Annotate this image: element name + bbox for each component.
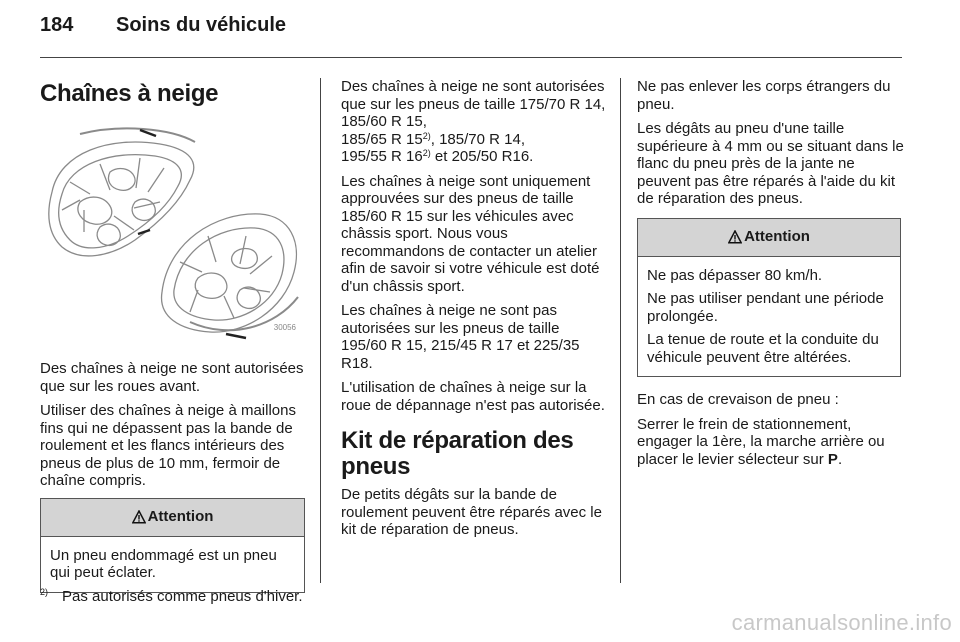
header-rule	[40, 57, 902, 58]
paragraph: De petits dégâts sur la bande de roulement peuvent être réparés avec le kit de réparation de pneus.	[341, 486, 602, 538]
attention-label: Attention	[744, 228, 810, 246]
snow-chain-drawing	[40, 122, 302, 340]
page-number: 184	[40, 14, 74, 36]
paragraph: Les chaînes à neige ne sont pas autorisées sur les pneus de taille 195/60 R 15, 215/45 R 17 et 225/35 R18.	[341, 302, 580, 372]
paragraph: Des chaînes à neige ne sont autorisées que sur les roues avant.	[40, 360, 304, 395]
attention-line: La tenue de route et la conduite du véhicule peuvent être altérées.	[647, 331, 879, 366]
paragraph-selector	[637, 416, 905, 469]
watermark: carmanualsonline.info	[731, 610, 952, 635]
footnote-ref: 2)	[422, 148, 431, 158]
attention-label: Attention	[147, 508, 214, 526]
text-span: 185/65 R 15	[341, 130, 423, 148]
paragraph: L'utilisation de chaînes à neige sur la roue de dépannage n'est pas autorisée.	[341, 379, 605, 414]
text-span: et 205/50 R16.	[430, 148, 534, 165]
section-title-repair-kit: Kit de réparation des pneus	[341, 427, 574, 480]
bold-gear-p: P	[827, 450, 838, 468]
snow-chains-illustration	[40, 122, 302, 340]
attention-box	[637, 218, 901, 378]
attention-header	[638, 219, 900, 257]
footnote-mark: 2)	[40, 587, 49, 597]
text-span: 195/55 R 16	[341, 148, 423, 165]
warning-triangle-icon	[132, 510, 146, 524]
text-span: , 185/70 R 14,	[430, 130, 525, 148]
attention-line: Ne pas utiliser pendant une période prolongée.	[647, 290, 884, 325]
section-title-snow-chains: Chaînes à neige	[40, 80, 219, 107]
footnote-ref: 2)	[422, 130, 431, 141]
column-divider-1	[320, 78, 321, 583]
column-1	[40, 78, 305, 605]
text-span: .	[837, 450, 843, 468]
footnote-text: Pas autorisés comme pneus d'hiver.	[62, 588, 303, 605]
column-divider-2	[620, 78, 621, 583]
paragraph: Ne pas enlever les corps étrangers du pneu.	[637, 78, 891, 113]
warning-triangle-icon	[728, 230, 742, 244]
paragraph: Les chaînes à neige sont uniquement approuvées sur des pneus de taille 185/60 R 15 sur les véhicules avec châssis sport. Nous vous recommandons de contacter un atelier afin de savoir si votre véhicule est doté d'un châssis sport.	[341, 172, 600, 295]
attention-line: Ne pas dépasser 80 km/h.	[647, 266, 823, 284]
chapter-title: Soins du véhicule	[116, 14, 287, 36]
paragraph: Utiliser des chaînes à neige à maillons fins qui ne dépassent pas la bande de roulement et les flancs intérieurs des pneus de plus de 10 mm, fermoir de chaîne compris.	[40, 402, 296, 489]
text-span: Serrer le frein de stationnement, engager la 1ère, la marche arrière ou placer le levier sélecteur sur	[637, 415, 885, 468]
text-span: Des chaînes à neige ne sont autorisées que sur les pneus de taille 175/70 R 14, 185/60 R 15,	[341, 78, 606, 130]
paragraph: Les dégâts au pneu d'une taille supérieure à 4 mm ou se situant dans le flanc du pneu près de la jante ne peuvent pas être réparés à l'aide du kit de réparation des pneus.	[637, 120, 904, 207]
paragraph: En cas de crevaison de pneu :	[637, 391, 839, 408]
attention-box	[40, 498, 305, 593]
page-header	[40, 14, 286, 37]
attention-body	[41, 537, 304, 592]
attention-text: Un pneu endommagé est un pneu qui peut éclater.	[50, 546, 277, 581]
footnote	[40, 587, 303, 605]
attention-header	[41, 499, 304, 537]
figure-number: 30056	[273, 322, 296, 332]
paragraph-tire-sizes	[341, 78, 606, 166]
column-2	[341, 78, 606, 546]
column-3	[637, 78, 905, 475]
attention-body	[638, 257, 900, 377]
